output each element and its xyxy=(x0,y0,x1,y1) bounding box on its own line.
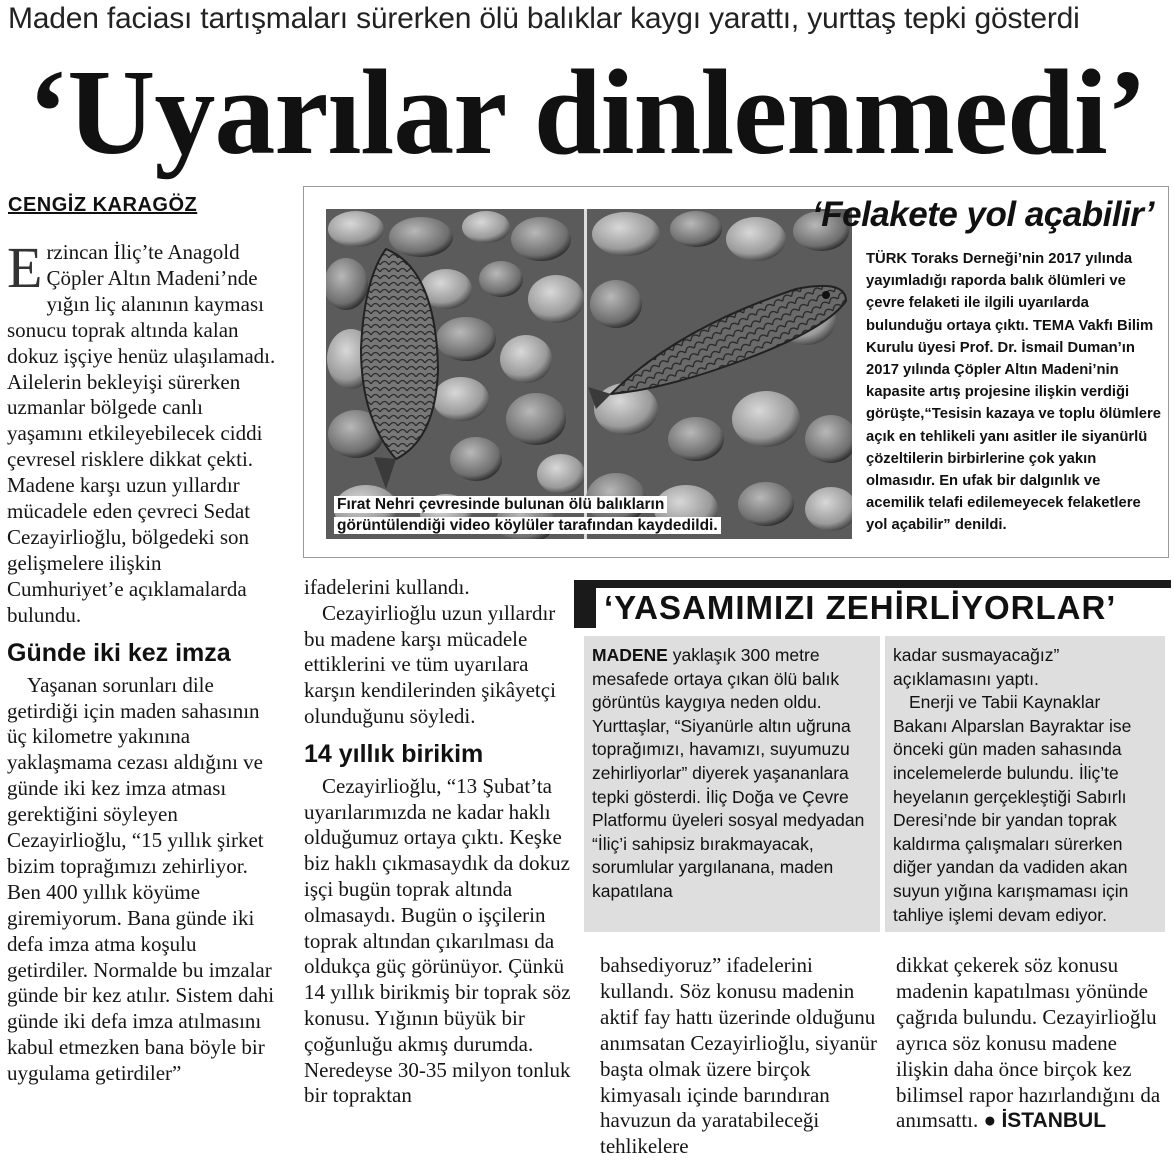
column-4-paragraph xyxy=(896,953,1168,1134)
subhead-14-yillik-birikim: 14 yıllık birikim xyxy=(304,739,484,768)
column-1-paragraph-1 xyxy=(7,235,282,629)
drop-cap: E xyxy=(7,235,43,300)
photo-caption xyxy=(334,494,734,536)
grey-box-right-para-1: kadar susmayacağız” açıklamasını yaptı. xyxy=(893,645,1060,689)
sidebar-title: ‘Felakete yol açabilir’ xyxy=(812,195,1154,234)
grey-box-right-para-2: Enerji ve Tabii Kaynaklar Bakanı Alparslan Bayraktar ise önceki gün maden sahasında incelemelerde bulundu. İliç’te heyelanın gerçekleştiği Sabırlı Deresi’nde bir yandan toprak kaldırma çalışmaları sürerken diğer yandan da vadiden akan suyun yığına karışmaması için tahliye işlemi devam ediyor. xyxy=(893,692,1132,925)
column-4 xyxy=(896,953,1168,1134)
column-3 xyxy=(600,953,880,1160)
grey-box-right xyxy=(885,636,1165,932)
section-banner-title: ‘YASAMIMIZI ZEHİRLİYORLAR’ xyxy=(596,588,1171,628)
kicker-line: Maden faciası tartışmaları sürerken ölü balıklar kaygı yarattı, yurttaş tepki gösterdi xyxy=(8,2,1080,35)
bullet-icon: ● xyxy=(983,1108,997,1133)
column-2-paragraph-1: ifadelerini kullandı. xyxy=(304,575,470,599)
dead-fish-photo xyxy=(326,209,852,539)
column-1-paragraph-1-text: rzincan İliç’te Anagold Çöpler Altın Madeni’nde yığın liç alanının kayması sonucu toprak altında kalan dokuz işçiye henüz ulaşılamadı. Ailelerin bekleyişi sürerken uzmanlar bölgede canlı yaşamını etkileyebilecek ciddi çevresel risklere dikkat çekti. Madene karşı uzun yıllardır mücadele eden çevreci Sedat Cezayirlioğlu, bölgedeki son gelişmelere ilişkin Cumhuriyet’e açıklamalarda bulundu. xyxy=(7,240,276,627)
photo-caption-text: Fırat Nehri çevresinde bulunan ölü balıkların görüntülendiği video köylüler tarafından kaydedildi. xyxy=(334,496,721,534)
column-2 xyxy=(304,575,572,1109)
column-3-text: bahsediyoruz” ifadelerini kullandı. Söz konusu madenin aktif fay hattı üzerinde olduğunu anımsatan Cezayirlioğlu, siyanür başta olmak üzere birçok kimyasalı içinde barındıran havuzun da yaratabileceği tehlikelere xyxy=(600,953,878,1159)
grey-box-lead-word: MADENE xyxy=(592,645,668,665)
column-1 xyxy=(7,235,282,1087)
byline: CENGİZ KARAGÖZ xyxy=(8,194,198,216)
headline: ‘Uyarılar dinlenmedi’ xyxy=(27,45,1147,180)
dead-fish-image xyxy=(326,209,852,539)
subhead-gunde-iki-kez-imza: Günde iki kez imza xyxy=(7,638,231,667)
column-4-text: dikkat çekerek söz konusu madenin kapatılması yönünde çağrıda bulundu. Cezayirlioğlu ayrıca söz konusu madene ilişkin daha önce birçok kez bilimsel rapor hazırlandığını da anımsattı. xyxy=(896,953,1161,1133)
column-2-paragraph-3: Cezayirlioğlu, “13 Şubat’ta uyarılarımızda ne kadar haklı olduğumuz ortaya çıktı. Keşke biz haklı çıkmasaydık da dokuz işçi bugün toprak altında olmasaydı. Bugün o işçilerin toprak altından çıkarılması da oldukça güç görünüyor. Çünkü 14 yıllık birikmiş bir toprak söz konusu. Yığının büyük bir çoğunluğu akmış durumda. Neredeyse 30-35 milyon tonluk bir topraktan xyxy=(304,773,571,1108)
column-1-paragraph-2: Yaşanan sorunları dile getirdiği için maden sahasının üç kilometre yakınına yaklaşmama cezası aldığını ve günde iki kez imza atması gerektiğini söyleyen Cezayirlioğlu, “15 yıllık şirket bizim toprağımızı zehirliyor. Ben 400 yıllık köyüme giremiyorum. Bana günde iki defa imza atma koşulu getirdiler. Normalde bu imzalar günde bir kez atılır. Sistem dahi günde iki defa imza atılmasını kabul etmezken bana böyle bir uygulama getirdiler” xyxy=(7,672,275,1086)
dateline: İSTANBUL xyxy=(1001,1109,1107,1133)
column-2-paragraph-2: Cezayirlioğlu uzun yıllardır bu madene karşı mücadele ettiklerini ve tüm uyarılara karşın kendilerinden şikâyetçi olunduğunu söyledi. xyxy=(304,600,556,728)
grey-box-left-body: yaklaşık 300 metre mesafede ortaya çıkan ölü balık görüntüs kaygıya neden oldu. Yurttaşlar, “Siyanürle altın uğruna toprağımızı, havamızı, suyumuzu zehirliyorlar” diyerek yaşananlara tepki gösterdi. İliç Doğa ve Çevre Platformu üyeleri sosyal medyadan “İliç’i sahipsiz bırakmayacak, sorumlular yargılanana, maden kapatılana xyxy=(592,645,865,901)
grey-box-left-text xyxy=(584,636,880,904)
sidebar-text: TÜRK Toraks Derneği’nin 2017 yılında yayımladığı raporda balık ölümleri ve çevre felaketi ile ilgili uyarılarda bulunduğu ortaya çıktı. TEMA Vakfı Bilim Kurulu üyesi Prof. Dr. İsmail Duman’ın 2017 yılında Çöpler Altın Madeni’nin kapasite artış projesine ilişkin verdiği görüşte,“Tesisin kazaya ve toplu ölümlere açık en tehlikeli yanı asitler ile siyanürlü çözeltilerin birbirlerine çok yakın olmasıdır. En ufak bir dalgınlık ve acemilik telafi edilemeyecek felaketlere yol açabilir” denildi. xyxy=(866,251,1161,534)
grey-box-left xyxy=(584,636,880,932)
